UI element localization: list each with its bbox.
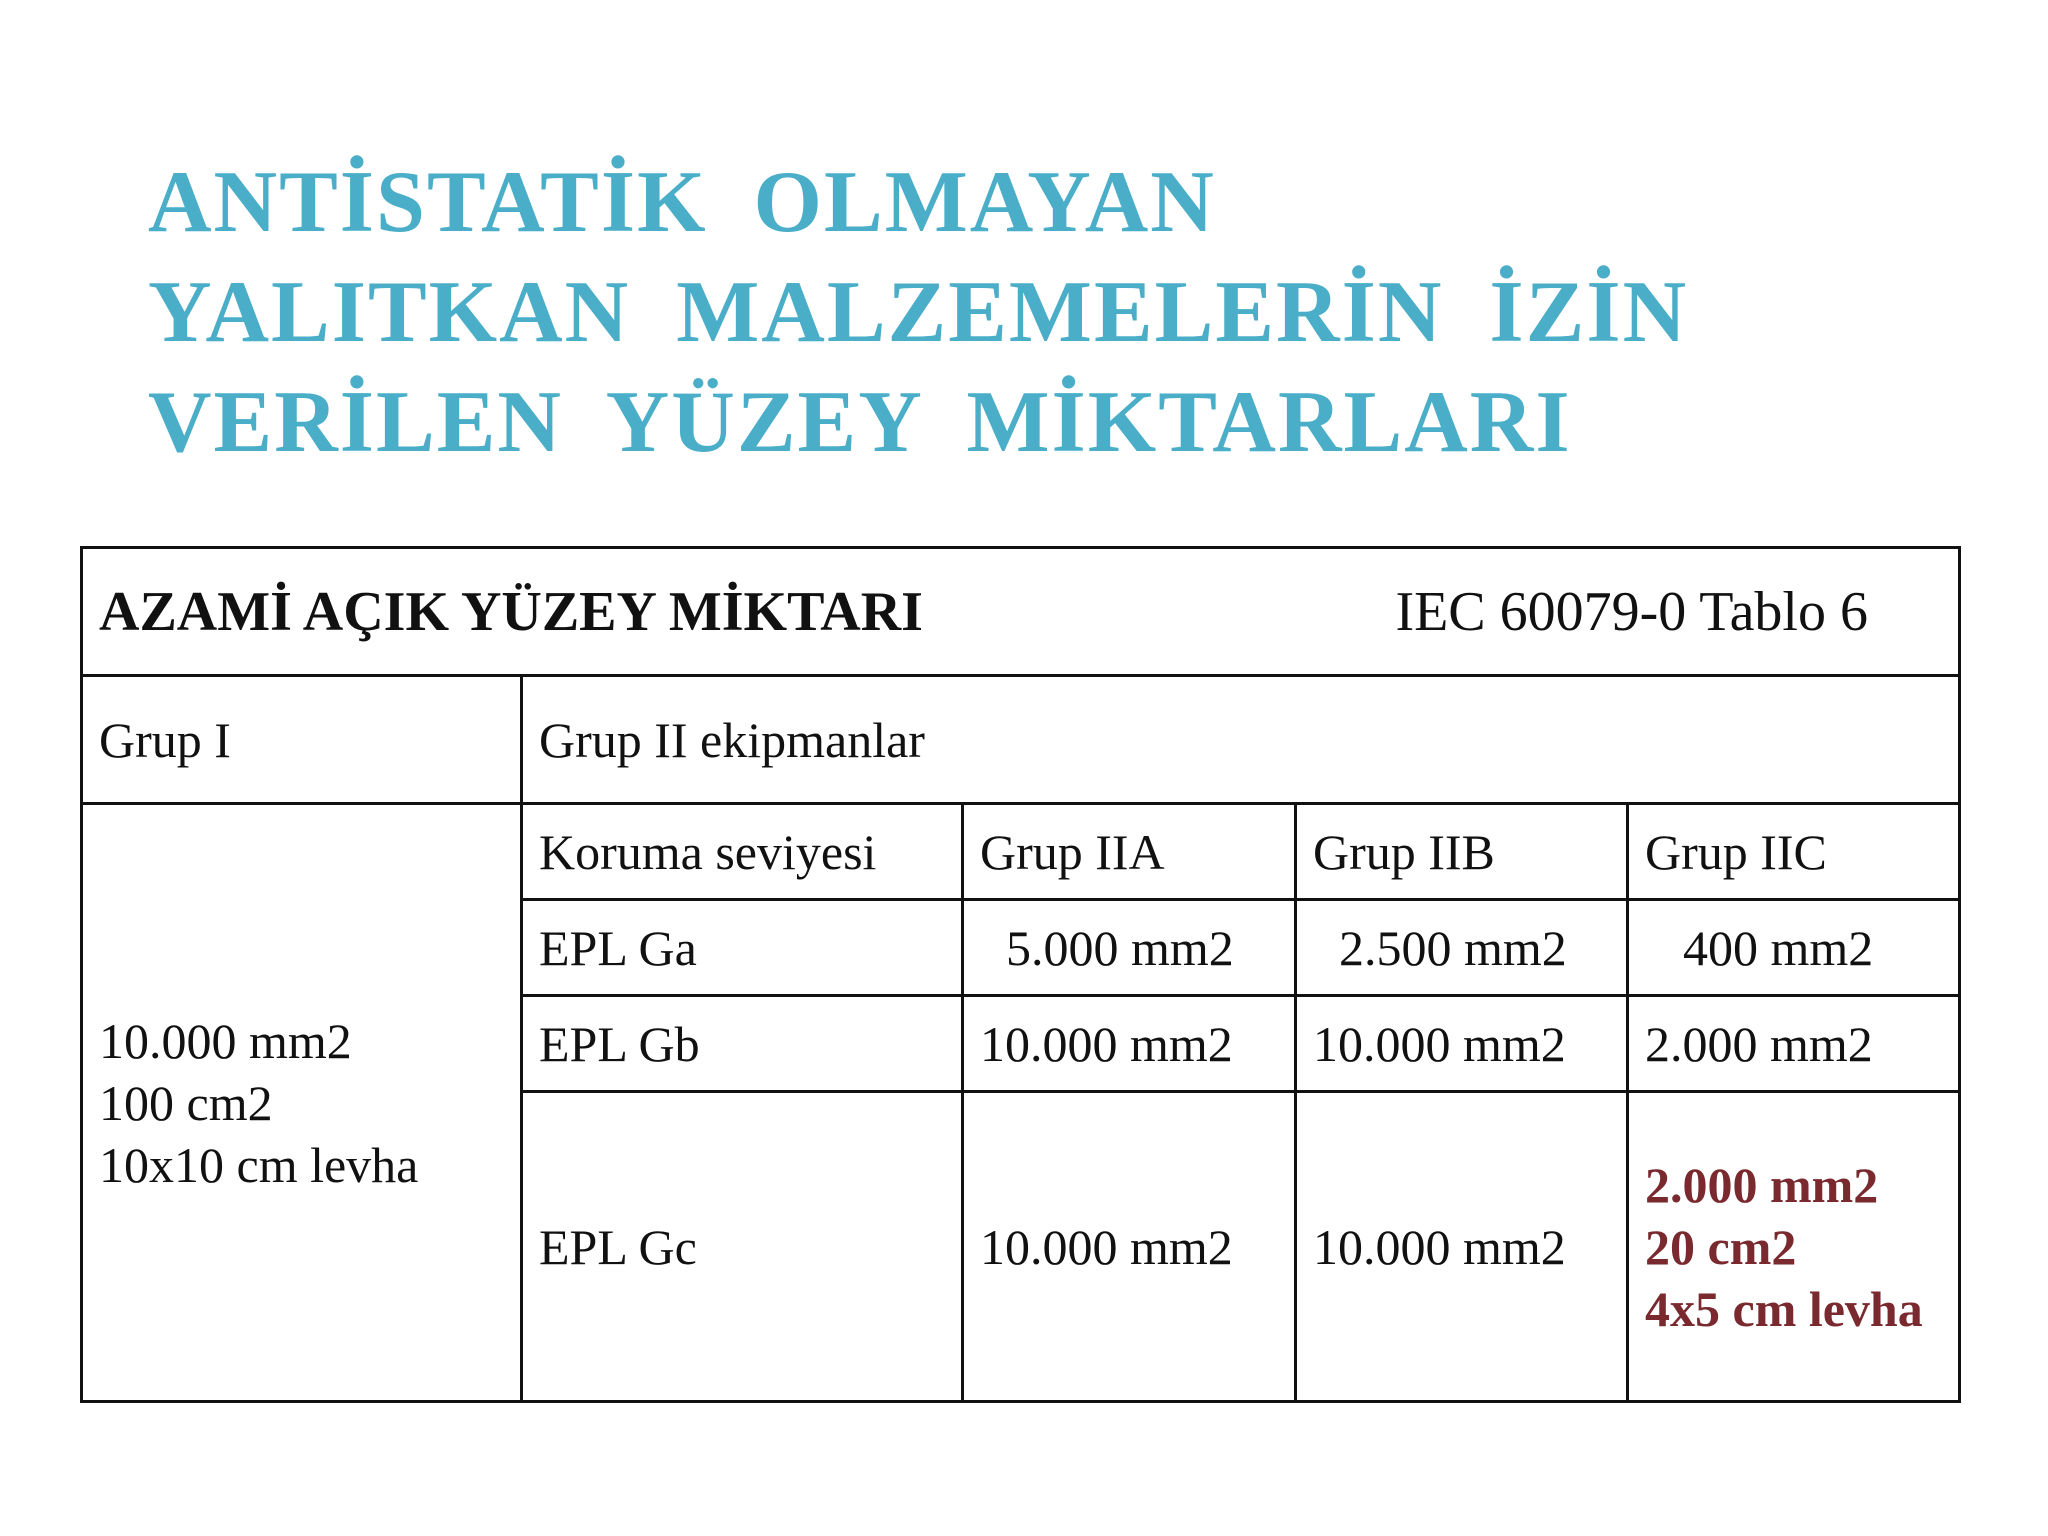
cell-iic-highlight bbox=[1628, 1092, 1960, 1402]
cell-iic: 2.000 mm2 bbox=[1628, 996, 1960, 1092]
table-header-cell bbox=[82, 548, 1960, 676]
column-header-row bbox=[82, 804, 1960, 900]
group1-value-line-3: 10x10 cm levha bbox=[99, 1136, 419, 1193]
group1-value-line-1: 10.000 mm2 bbox=[99, 1012, 352, 1069]
group2-label: Grup II ekipmanlar bbox=[522, 676, 1960, 804]
column-header-protection-level: Koruma seviyesi bbox=[522, 804, 963, 900]
title-line-1: ANTİSTATİK OLMAYAN bbox=[148, 154, 1216, 251]
row-level: EPL Gc bbox=[522, 1092, 963, 1402]
row-level: EPL Ga bbox=[522, 900, 963, 996]
slide-title bbox=[148, 148, 1688, 478]
cell-iib: 10.000 mm2 bbox=[1296, 996, 1628, 1092]
cell-iia: 10.000 mm2 bbox=[963, 996, 1296, 1092]
table-header-reference: IEC 60079-0 Tablo 6 bbox=[1395, 580, 1868, 643]
group1-value-cell bbox=[82, 804, 522, 1402]
cell-iic: 400 mm2 bbox=[1628, 900, 1960, 996]
cell-iib: 2.500 mm2 bbox=[1296, 900, 1628, 996]
highlight-line-1: 2.000 mm2 bbox=[1645, 1156, 1879, 1213]
surface-area-table bbox=[80, 546, 1961, 1403]
column-header-iib: Grup IIB bbox=[1296, 804, 1628, 900]
row-level: EPL Gb bbox=[522, 996, 963, 1092]
highlight-line-3: 4x5 cm levha bbox=[1645, 1280, 1923, 1337]
title-line-3: VERİLEN YÜZEY MİKTARLARI bbox=[148, 374, 1572, 471]
table-header-row bbox=[82, 548, 1960, 676]
title-line-2: YALITKAN MALZEMELERİN İZİN bbox=[148, 264, 1689, 361]
table-header-title: AZAMİ AÇIK YÜZEY MİKTARI bbox=[99, 580, 923, 643]
cell-iib: 10.000 mm2 bbox=[1296, 1092, 1628, 1402]
highlight-line-2: 20 cm2 bbox=[1645, 1218, 1797, 1275]
column-header-iia: Grup IIA bbox=[963, 804, 1296, 900]
group1-label: Grup I bbox=[82, 676, 522, 804]
column-header-iic: Grup IIC bbox=[1628, 804, 1960, 900]
group-row bbox=[82, 676, 1960, 804]
cell-iia: 10.000 mm2 bbox=[963, 1092, 1296, 1402]
cell-iia: 5.000 mm2 bbox=[963, 900, 1296, 996]
group1-value-line-2: 100 cm2 bbox=[99, 1074, 273, 1131]
